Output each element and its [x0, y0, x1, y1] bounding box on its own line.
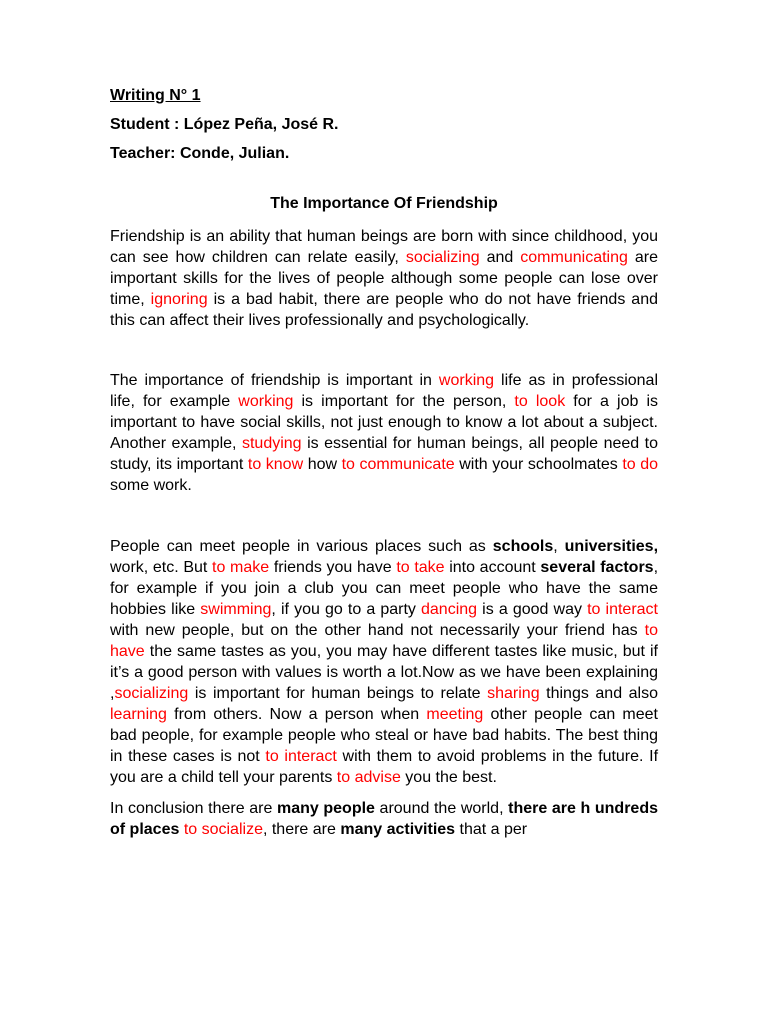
- paragraph-text: People can meet people in various places such as: [110, 538, 493, 555]
- highlighted-term: communicating: [520, 249, 628, 266]
- teacher-line: Teacher: Conde, Julian.: [110, 145, 290, 162]
- highlighted-term: to look: [514, 393, 566, 410]
- paragraph-2: [110, 370, 658, 496]
- bold-term: schools: [492, 538, 554, 555]
- highlighted-term: to advise: [336, 769, 401, 786]
- paragraph-text: is essential for human beings, all people need to study, its important: [110, 435, 659, 473]
- bold-term: there are h undreds of places: [110, 800, 659, 838]
- paragraph-text: work, etc. But: [110, 559, 213, 576]
- highlighted-term: to make: [212, 559, 270, 576]
- highlighted-term: to interact: [587, 601, 658, 618]
- highlighted-term: working: [238, 393, 294, 410]
- paragraph-text: is a good way: [477, 601, 588, 618]
- paragraph-text: you the best.: [400, 769, 497, 786]
- paragraph-text: the same tastes as you, you may have different tastes like music, but if it’s a good person with values is worth a lot.Now as we have been explaining ,: [110, 643, 658, 702]
- bold-term: many activities: [340, 821, 456, 838]
- bold-term: universities,: [564, 538, 659, 555]
- paragraph-text: The importance of friendship is important in: [110, 372, 439, 389]
- paragraph-text: In conclusion there are: [110, 800, 277, 817]
- highlighted-term: to socialize: [183, 821, 263, 838]
- highlighted-term: swimming: [200, 601, 272, 618]
- highlighted-term: to do: [622, 456, 659, 473]
- paragraph-text: that a per: [455, 821, 528, 838]
- highlighted-term: sharing: [487, 685, 540, 702]
- paragraph-text: other people can meet bad people, for example people who steal or have bad habits. The best thing in these cases is not: [110, 706, 659, 765]
- paragraph-text: friends you have: [269, 559, 397, 576]
- paragraph-text: Friendship is an ability that human beings are born with since childhood, you can see how children can relate easily,: [110, 228, 658, 266]
- paragraph-text: how: [303, 456, 342, 473]
- highlighted-term: studying: [241, 435, 302, 452]
- paragraph-text: life as in professional life, for example: [110, 372, 659, 410]
- paragraph-text: is a bad habit, there are people who do not have friends and this can affect their lives professionally and psychologically.: [110, 291, 658, 329]
- essay-title: The Importance Of Friendship: [270, 195, 498, 212]
- highlighted-term: to know: [247, 456, 304, 473]
- paragraph-text: , if you go to a party: [271, 601, 421, 618]
- student-line: Student : López Peña, José R.: [110, 116, 339, 133]
- paragraph-text: , there are: [262, 821, 341, 838]
- writing-number-label: Writing N° 1: [110, 87, 201, 104]
- paragraph-text: with new people, but on the other hand not necessarily your friend has: [110, 622, 645, 639]
- paragraph-4: [110, 798, 658, 840]
- highlighted-term: to take: [396, 559, 445, 576]
- writing-number-heading: [110, 86, 658, 106]
- bold-term: several factors: [540, 559, 654, 576]
- highlighted-term: to have: [110, 622, 658, 660]
- paragraph-text: is important for human beings to relate: [188, 685, 488, 702]
- highlighted-term: meeting: [426, 706, 484, 723]
- paragraph-text: are important skills for the lives of people although some people can lose over time,: [110, 249, 658, 308]
- highlighted-term: to communicate: [341, 456, 455, 473]
- highlighted-term: ignoring: [150, 291, 208, 308]
- paragraph-text: things and also: [539, 685, 659, 702]
- paragraph-text: for a job is important to have social skills, not just enough to know a lot about a subject. Another example,: [110, 393, 658, 452]
- paragraph-text: with your schoolmates: [454, 456, 623, 473]
- paragraph-1: [110, 226, 658, 331]
- paragraph-3: [110, 536, 658, 788]
- paragraph-text: with them to avoid problems in the future. If you are a child tell your parents: [110, 748, 659, 786]
- paragraph-text: is important for the person,: [293, 393, 515, 410]
- paragraph-text: some work.: [110, 477, 192, 494]
- paragraph-text: ,: [553, 538, 565, 555]
- highlighted-term: socializing: [405, 249, 480, 266]
- paragraph-text: into account: [444, 559, 541, 576]
- highlighted-term: dancing: [421, 601, 478, 618]
- paragraph-text: , for example if you join a club you can meet people who have the same hobbies like: [110, 559, 659, 618]
- highlighted-term: learning: [110, 706, 167, 723]
- highlighted-term: to interact: [265, 748, 337, 765]
- document-page: [110, 86, 658, 840]
- paragraph-text: around the world,: [374, 800, 509, 817]
- highlighted-term: socializing: [114, 685, 189, 702]
- bold-term: many people: [276, 800, 375, 817]
- paragraph-text: and: [479, 249, 521, 266]
- paragraph-text: from others. Now a person when: [166, 706, 427, 723]
- highlighted-term: working: [438, 372, 495, 389]
